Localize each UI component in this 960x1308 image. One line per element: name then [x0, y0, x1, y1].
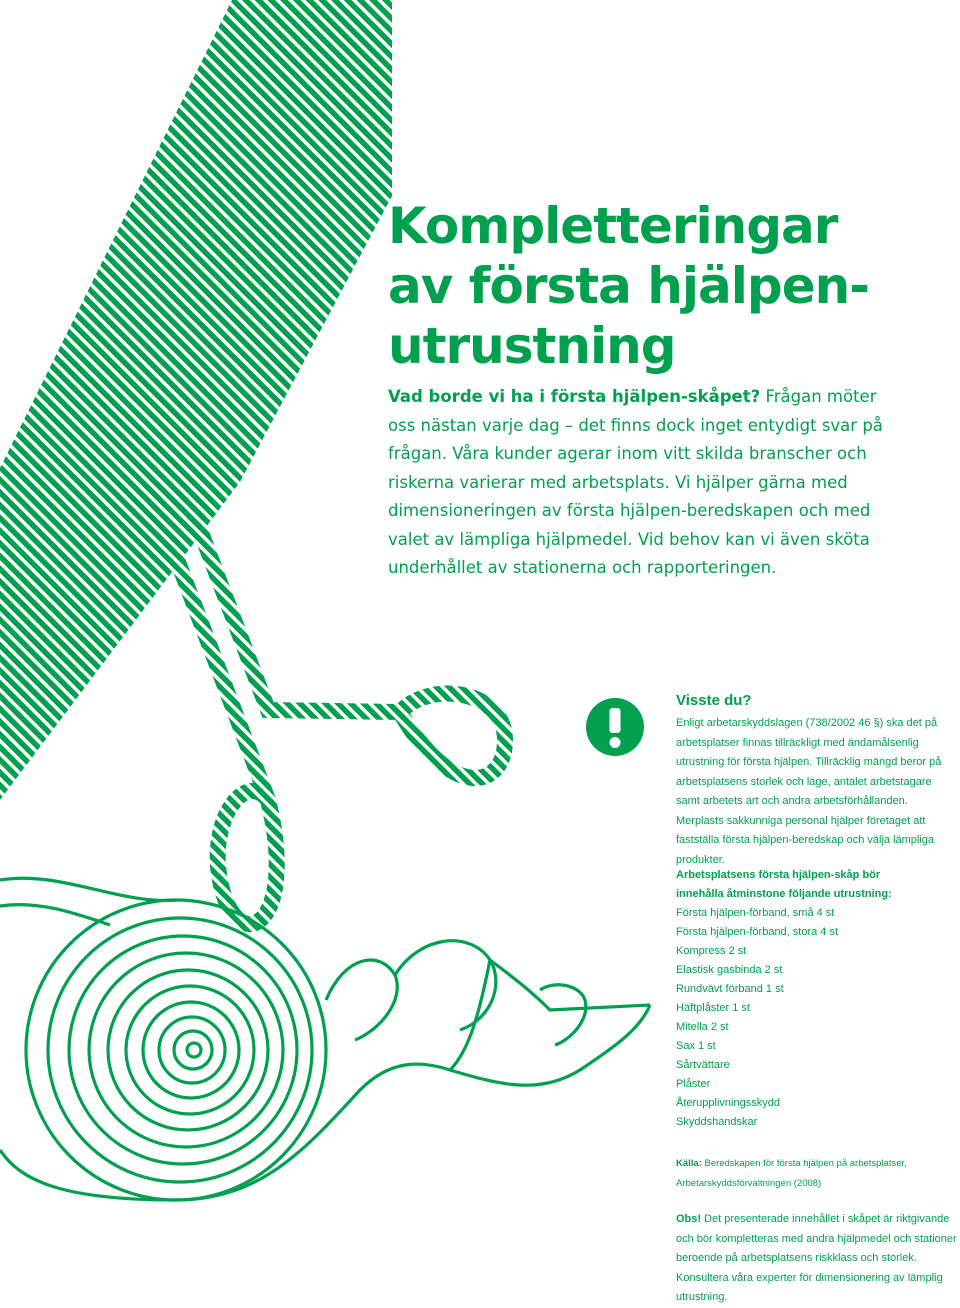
list-item: Sårtvättare	[676, 1059, 730, 1071]
title-line-1: Kompletteringar	[388, 197, 838, 255]
note-label: Obs!	[676, 1213, 702, 1225]
list-item: Elastisk gasbinda 2 st	[676, 964, 783, 976]
kit-heading-line-2: innehålla åtminstone följande utrustning:	[676, 888, 892, 900]
list-item: Rundvävt förband 1 st	[676, 983, 784, 995]
title-line-2: av första hjälpen-	[388, 257, 869, 315]
intro-body: Frågan möter oss nästan varje dag – det finns dock inget entydigt svar på frågan. Våra kunder agerar inom vitt skilda branscher och riskerna varierar med arbetsplats. Vi hjälper gärna med dimensioneringen av första hjälpen-beredskapen och med valet av lämpliga hjälpmedel. Vid behov kan vi även sköta underhållet av stationerna och rapporteringen.	[388, 387, 883, 577]
source-citation	[676, 1154, 958, 1193]
striped-band	[0, 0, 392, 800]
note-paragraph	[676, 1210, 958, 1308]
intro-paragraph	[388, 383, 888, 583]
list-item: Första hjälpen-förband, stora 4 st	[676, 926, 839, 938]
bandage-roll-icon	[0, 878, 650, 1200]
fact-title: Visste du?	[676, 692, 752, 709]
source-line-2: Arbetarskyddsförvaltningen (2008)	[676, 1177, 822, 1189]
list-item: Kompress 2 st	[676, 945, 747, 957]
list-item: Återupplivningsskydd	[676, 1097, 780, 1109]
kit-section	[676, 866, 958, 1132]
fact-text: Enligt arbetarskyddslagen (738/2002 46 §) ska det på arbetsplatser finnas tillräckligt med ändamålsenlig utrustning för första hjälpen. Tillräcklig mängd beror på arbetsplatsens storlek och läge, antalet arbetstagare samt arbetets art och andra arbetsförhållanden. Merplasts sakkunniga personal hjälper företaget att fastställa första hjälpen-beredskap och välja lämpliga produkter.	[676, 717, 942, 866]
list-item: Sax 1 st	[676, 1040, 716, 1052]
list-item: Mitella 2 st	[676, 1021, 729, 1033]
note-text: Det presenterade innehållet i skåpet är riktgivande och bör kompletteras med andra hjälpmedel och stationer beroende på arbetsplatsens riskklass och storlek. Konsultera våra experter för dimensionering av lämplig utrustning.	[676, 1213, 957, 1303]
list-item: Häftplåster 1 st	[676, 1002, 750, 1014]
kit-heading-line-1: Arbetsplatsens första hjälpen-skåp bör	[676, 869, 881, 881]
source-line-1: Beredskapen för första hjälpen på arbetsplatser,	[704, 1158, 907, 1169]
kit-heading	[676, 866, 958, 904]
kit-list	[676, 904, 958, 1132]
source-label: Källa:	[676, 1158, 702, 1169]
exclamation-icon	[585, 697, 645, 757]
intro-lead: Vad borde vi ha i första hjälpen-skåpet?	[388, 387, 761, 406]
list-item: Plåster	[676, 1078, 711, 1090]
did-you-know-box	[676, 692, 958, 870]
page-title	[388, 196, 948, 376]
list-item: Första hjälpen-förband, små 4 st	[676, 907, 835, 919]
title-line-3: utrustning	[388, 317, 676, 375]
list-item: Skyddshandskar	[676, 1116, 758, 1128]
